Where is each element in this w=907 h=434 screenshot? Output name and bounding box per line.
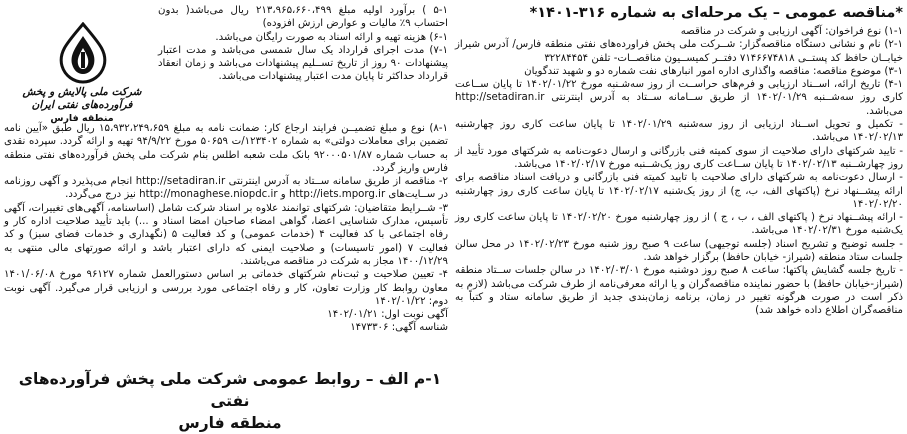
logo-name-line: شرکت ملی پالایش و پخش فرآورده‌های نفتی ایران [22, 86, 142, 111]
notice-paragraph: ۱-۱) نوع فراخوان: آگهی ارزیابی و شرکت در مناقصه [680, 26, 903, 37]
notice-left-column [4, 4, 449, 432]
notice-paragraph: ۴-۱) تاریخ ارائه، اســناد ارزیابی و فرم‌های حراســت از روز سه‌شـنبه مورخ ۱۴۰۲/۰۱/۲۲ تا پایان ســاعت کاری روز سه‌شــنبه ۱۴۰۲/۰۱/۲۹ از طریق ســامانه ســتاد به آدرس اینترنتی http://setadiran.ir می‌باشد. [455, 79, 903, 117]
notice-paragraph: - ارائه پیشــنهاد نرخ ( پاکتهای الف ، ب ، ج ) از روز چهارشنبه مورخ ۱۴۰۲/۰۲/۲۰ تا پایان ساعت کاری روز یک‌شنبه مورخ ۱۴۰۲/۰۲/۳۱ می‌باشد. [455, 212, 903, 237]
footer-line-1: ۱-م الف – روابط عمومی شرکت ملی پخش فرآورده‌های نفتی [18, 370, 442, 410]
left-top-paragraph-list [158, 4, 448, 84]
notice-paragraph: - تاریخ جلسه گشایش پاکتها: ساعت ۸ صبح روز دوشنبه مورخ ۱۴۰۲/۰۳/۰۱ در سالن جلسات ســتاد منطقه (شیراز-خیابان حافظ) با حضور نماینده مناقصه‌گران و یا ارائه معرفی‌نامه از طرف شرکت می‌باشد (لازم به ذکر است در صورت هرگونه تغییر در زمان، برنامه زمان‌بندی جدید از طریق سامانه ستاد و کتباً به مناقصه‌گران اطلاع داده خواهد شد) [455, 265, 904, 317]
notice-paragraph: ۲- مناقصه از طریق سامانه ســتاد به آدرس اینترنتی http://setadiran.ir انجام می‌پذیرد و آگهی روزنامه در ســایت‌های http://iets.mporg.ir و http://monaghese.niopdc.ir نیز درج می‌گردد. [4, 176, 448, 201]
notice-paragraph: - ارسال دعوت‌نامه به شرکتهای دارای صلاحیت با تایید کمیته فنی بازرگانی و دریافت اسناد مناقصه برای ارائه پیشــنهاد نرخ (پاکتهای الف، ب، ج) از روز یک‌شنبه ۱۴۰۲/۰۲/۱۷ تا پایان ساعت کاری روز چهارشنبه ۱۴۰۲/۰۲/۲۰ [455, 172, 903, 210]
company-logo [8, 22, 156, 132]
niopdc-logo-icon [48, 22, 118, 84]
notice-paragraph: آگهی نوبت اول: ۱۴۰۲/۰۱/۲۱ [327, 309, 448, 321]
notice-paragraph: ۴- تعیین صلاحیت و ثبت‌نام شرکتهای خدماتی بر اساس دستورالعمل شماره ۹۶۱۲۷ مورخ ۱۴۰۱/۰۶/۰۸ معاون روابط کار وزارت تعاون، کار و رفاه اجتماعی مورد بررسی و ارزیابی قرار می‌گیرد. آگهی نوبت دوم: ۱۴۰۲/۰۱/۲۲ [4, 269, 448, 307]
logo-company-name [8, 86, 156, 125]
right-paragraph-list [455, 25, 903, 318]
logo-region-line: منطقه فارس [50, 113, 114, 124]
notice-paragraph: ۷-۱) مدت اجرای قرارداد یک سال شمسی می‌باشد و مدت اعتبار پیشنهادات ۹۰ روز از تاریخ تســلیم پیشنهادات می‌باشد و زمان انعقاد قرارداد حداکثر تا پایان مدت اعتبار پیشنهادات می‌باشد. [158, 44, 448, 83]
notice-paragraph: ۸-۱) نوع و مبلغ تضمیــن فرایند ارجاع کار: ضمانت نامه به مبلغ ۱۵،۹۳۲،۲۴۹،۶۵۹ ریال طبق «آیین نامه تضمین برای معاملات دولتی» به شماره ۱۲۳۴۰۲/ت ۵۰۶۵۹ مورخ ۹۴/۹/۲۲ تهیه و ارائه گردد. سپرده نقدی به حساب شماره ۹۲۰۰۰۵۰۱/۸۷ بانک ملت شعبه اطلس بنام شرکت ملی پخش فرآورده‌های نفتی منطقه فارس واریز گردد. [4, 123, 449, 174]
notice-paragraph: - تایید شرکتهای دارای صلاحیت از سوی کمیته فنی بازرگانی و ارسال دعوت‌نامه به شرکتهای مورد تأیید از روز چهارشــنبه ۱۴۰۲/۰۲/۱۳ تا پایان ســاعت کاری روز یک‌شــنبه مورخ ۱۴۰۲/۰۲/۱۷ می‌باشد. [455, 145, 903, 170]
notice-paragraph: ۲-۱) نام و نشانی دستگاه مناقصه‌گزار: شــرکت ملی پخش فراورده‌های نفتی منطقه فارس/ آدرس شیراز خیابــان حافظ کد پستــی ۷۱۴۶۶۷۴۸۱۸ دفتــر کمیســیون مناقصــات- تلفن ۳۲۲۸۴۴۵۴ [455, 39, 903, 64]
notice-paragraph: - جلسه توضیح و تشریح اسناد (جلسه توجیهی) ساعت ۹ صبح روز شنبه مورخ ۱۴۰۲/۰۲/۲۳ در محل سالن جلسات ستاد منطقه (شیراز- خیابان حافظ) برگزار خواهد شد. [455, 238, 903, 264]
notice-right-column [455, 4, 903, 414]
notice-paragraph: ۳-۱) موضوع مناقصه: مناقصه واگذاری اداره امور انبارهای نفت شماره دو و شهید تندگویان [524, 65, 903, 77]
notice-paragraph: - تکمیل و تحویل اســناد ارزیابی از روز سه‌شنبه ۱۴۰۲/۰۱/۲۹ تا پایان ساعت کاری روز چهارشنبه ۱۴۰۲/۰۲/۱۳ می‌باشد. [455, 119, 903, 144]
notice-paragraph: ۶-۱) هزینه تهیه و ارائه اسناد به صورت رایگان می‌باشد. [215, 31, 448, 43]
left-bottom-paragraph-list [4, 122, 448, 335]
notice-footer [8, 368, 452, 434]
notice-paragraph: ۵-۱ ) برآورد اولیه مبلغ ۲۱۳،۹۶۵،۶۶۰،۴۹۹ ریال می‌باشد( بدون احتساب ۹٪ مالیات و عوارض ارزش افزوده) [158, 5, 449, 30]
footer-line-2: منطقه فارس [178, 414, 282, 432]
notice-title: *مناقصه عمومی – یک مرحله‌ای به شماره ۳۱۶-۱۴۰۱* [529, 5, 903, 21]
notice-paragraph: شناسه آگهی: ۱۴۷۳۳۰۶ [350, 322, 448, 334]
notice-paragraph: ۳- شــرایط متقاضیان: شرکتهای توانمند علاوه بر اسناد شرکت شامل (اساسنامه، آگهی‌های تغییرات، آگهی تأسیس، مدارک شناسایی اعضا، گواهی امضاء صاحبان امضا اسناد و ...) باید تأیید صلاحیت اداره کار و رفاه اجتماعی با کد فعالیت ۴ (خدمات عمومی) و کد فعالیت ۵ (نگهداری و خدمات فضای سبز) و کد فعالیت ۷ (امور تاسیسات) و صلاحیت ایمنی که دارای اعتبار باشد و ارائه صورتهای مالی منتهی به ۱۴۰۰/۱۲/۲۹ مجاز به شرکت در مناقصه می‌باشند. [4, 202, 449, 267]
